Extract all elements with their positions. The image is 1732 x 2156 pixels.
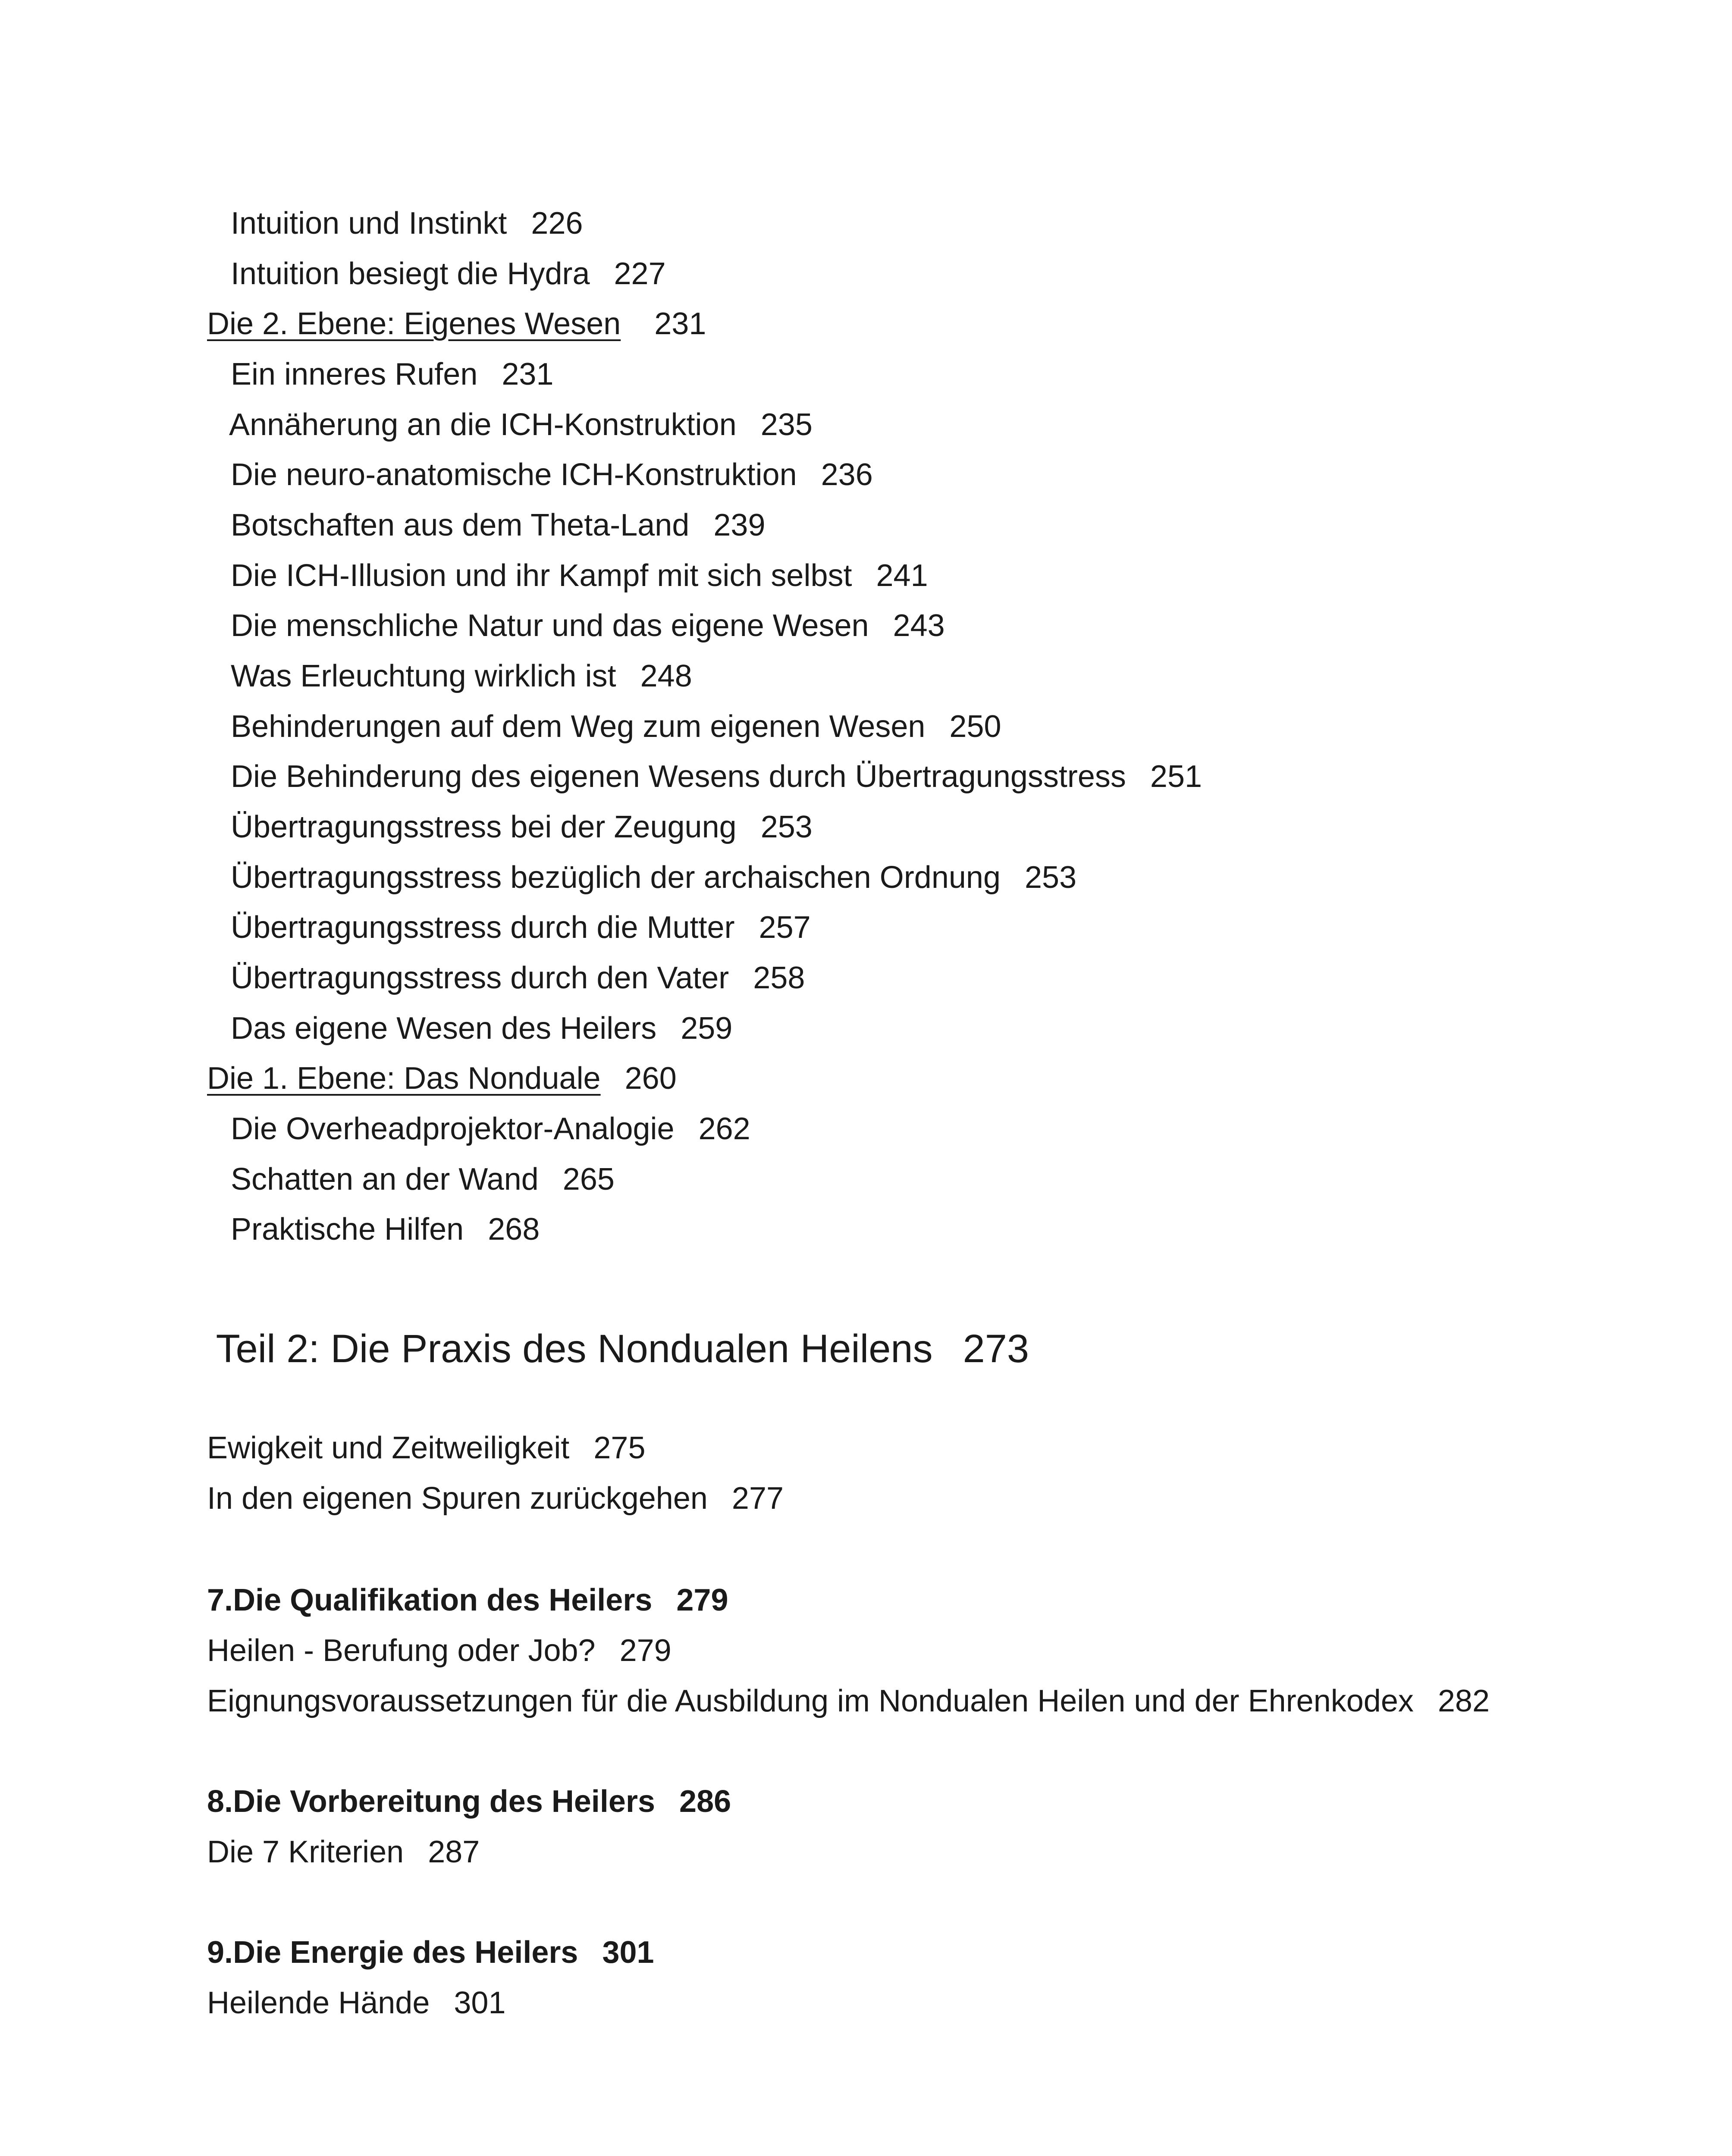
toc-chapter-page: 286 xyxy=(679,1784,731,1819)
toc-entry-page: 248 xyxy=(640,659,692,693)
toc-entry xyxy=(173,1805,480,1899)
toc-entry-page: 258 xyxy=(753,961,805,995)
toc-entry-page: 279 xyxy=(619,1633,671,1668)
toc-entry-page: 231 xyxy=(502,357,554,392)
toc-entry-title: Eignungsvoraussetzungen für die Ausbildung im Nondualen Heilen und der Ehrenkodex xyxy=(207,1684,1414,1718)
toc-entry xyxy=(173,1956,506,2049)
toc-entry xyxy=(196,1183,540,1276)
toc-entry-title: Übertragungsstress durch die Mutter xyxy=(231,910,735,945)
toc-entry-title: Die menschliche Natur und das eigene Wesen xyxy=(231,608,869,643)
toc-entry-page: 235 xyxy=(760,407,813,442)
toc-section-page: 231 xyxy=(654,307,706,341)
toc-entry-title: Übertragungsstress bei der Zeugung xyxy=(231,810,737,844)
toc-entry-page: 257 xyxy=(759,910,811,945)
toc-entry-title: Was Erleuchtung wirklich ist xyxy=(231,659,616,693)
toc-entry-title: Ewigkeit und Zeitweiligkeit xyxy=(207,1431,570,1465)
toc-entry-page: 259 xyxy=(681,1011,733,1046)
toc-entry-title: Die 7 Kriterien xyxy=(207,1835,404,1869)
toc-part-heading xyxy=(173,1289,1029,1408)
toc-entry-page: 236 xyxy=(821,458,873,492)
toc-entry-title: Schatten an der Wand xyxy=(231,1162,539,1197)
toc-part-title: Teil 2: Die Praxis des Nondualen Heilens xyxy=(216,1327,933,1371)
toc-entry-page: 275 xyxy=(593,1431,646,1465)
toc-entry-title: Die neuro-anatomische ICH-Konstruktion xyxy=(231,458,797,492)
toc-entry xyxy=(173,1655,1490,1748)
toc-section-title: Die 1. Ebene: Das Nonduale xyxy=(207,1061,601,1096)
toc-entry-page: 262 xyxy=(698,1112,750,1146)
toc-section-page: 260 xyxy=(624,1061,677,1096)
toc-entry-page: 239 xyxy=(713,508,766,542)
toc-entry-title: Die Overheadprojektor-Analogie xyxy=(231,1112,675,1146)
toc-chapter-page: 279 xyxy=(676,1583,728,1617)
toc-entry-page: 287 xyxy=(428,1835,480,1869)
toc-entry-title: In den eigenen Spuren zurückgehen xyxy=(207,1481,708,1516)
toc-entry-page: 241 xyxy=(876,558,928,593)
toc-chapter-title: 8.Die Vorbereitung des Heilers xyxy=(207,1784,656,1819)
toc-entry-title: Die Behinderung des eigenen Wesens durch Übertragungsstress xyxy=(231,759,1126,794)
toc-part-page: 273 xyxy=(963,1327,1029,1371)
toc-entry-title: Intuition besiegt die Hydra xyxy=(231,257,590,291)
toc-entry-page: 253 xyxy=(1025,860,1077,895)
toc-entry-page: 268 xyxy=(488,1212,540,1247)
toc-chapter-page: 301 xyxy=(602,1935,654,1970)
toc-entry-title: Behinderungen auf dem Weg zum eigenen Wesen xyxy=(231,709,926,744)
toc-entry-page: 301 xyxy=(454,1986,506,2020)
toc-entry-title: Die ICH-Illusion und ihr Kampf mit sich selbst xyxy=(231,558,852,593)
toc-entry-title: Ein inneres Rufen xyxy=(231,357,478,392)
toc-entry-page: 243 xyxy=(893,608,945,643)
toc-entry-page: 282 xyxy=(1437,1684,1490,1718)
toc-chapter-title: 9.Die Energie des Heilers xyxy=(207,1935,578,1970)
toc-entry-title: Das eigene Wesen des Heilers xyxy=(231,1011,657,1046)
toc-entry-page: 226 xyxy=(531,206,583,241)
toc-entry-page: 250 xyxy=(949,709,1001,744)
toc-entry-title: Annäherung an die ICH-Konstruktion xyxy=(229,407,737,442)
toc-entry-title: Heilen - Berufung oder Job? xyxy=(207,1633,596,1668)
toc-chapter-title: 7.Die Qualifikation des Heilers xyxy=(207,1583,653,1617)
toc-entry-title: Heilende Hände xyxy=(207,1986,430,2020)
toc-entry xyxy=(173,1452,784,1545)
toc-entry-title: Übertragungsstress durch den Vater xyxy=(231,961,729,995)
toc-entry-page: 227 xyxy=(614,257,666,291)
toc-entry-page: 251 xyxy=(1150,759,1202,794)
toc-entry-page: 265 xyxy=(562,1162,615,1197)
toc-entry-title: Intuition und Instinkt xyxy=(231,206,507,241)
toc-entry-title: Übertragungsstress bezüglich der archaischen Ordnung xyxy=(231,860,1001,895)
toc-entry-title: Botschaften aus dem Theta-Land xyxy=(231,508,690,542)
toc-entry-page: 253 xyxy=(760,810,813,844)
toc-section-title: Die 2. Ebene: Eigenes Wesen xyxy=(207,307,621,341)
toc-entry-page: 277 xyxy=(731,1481,784,1516)
toc-entry-title: Praktische Hilfen xyxy=(231,1212,464,1247)
